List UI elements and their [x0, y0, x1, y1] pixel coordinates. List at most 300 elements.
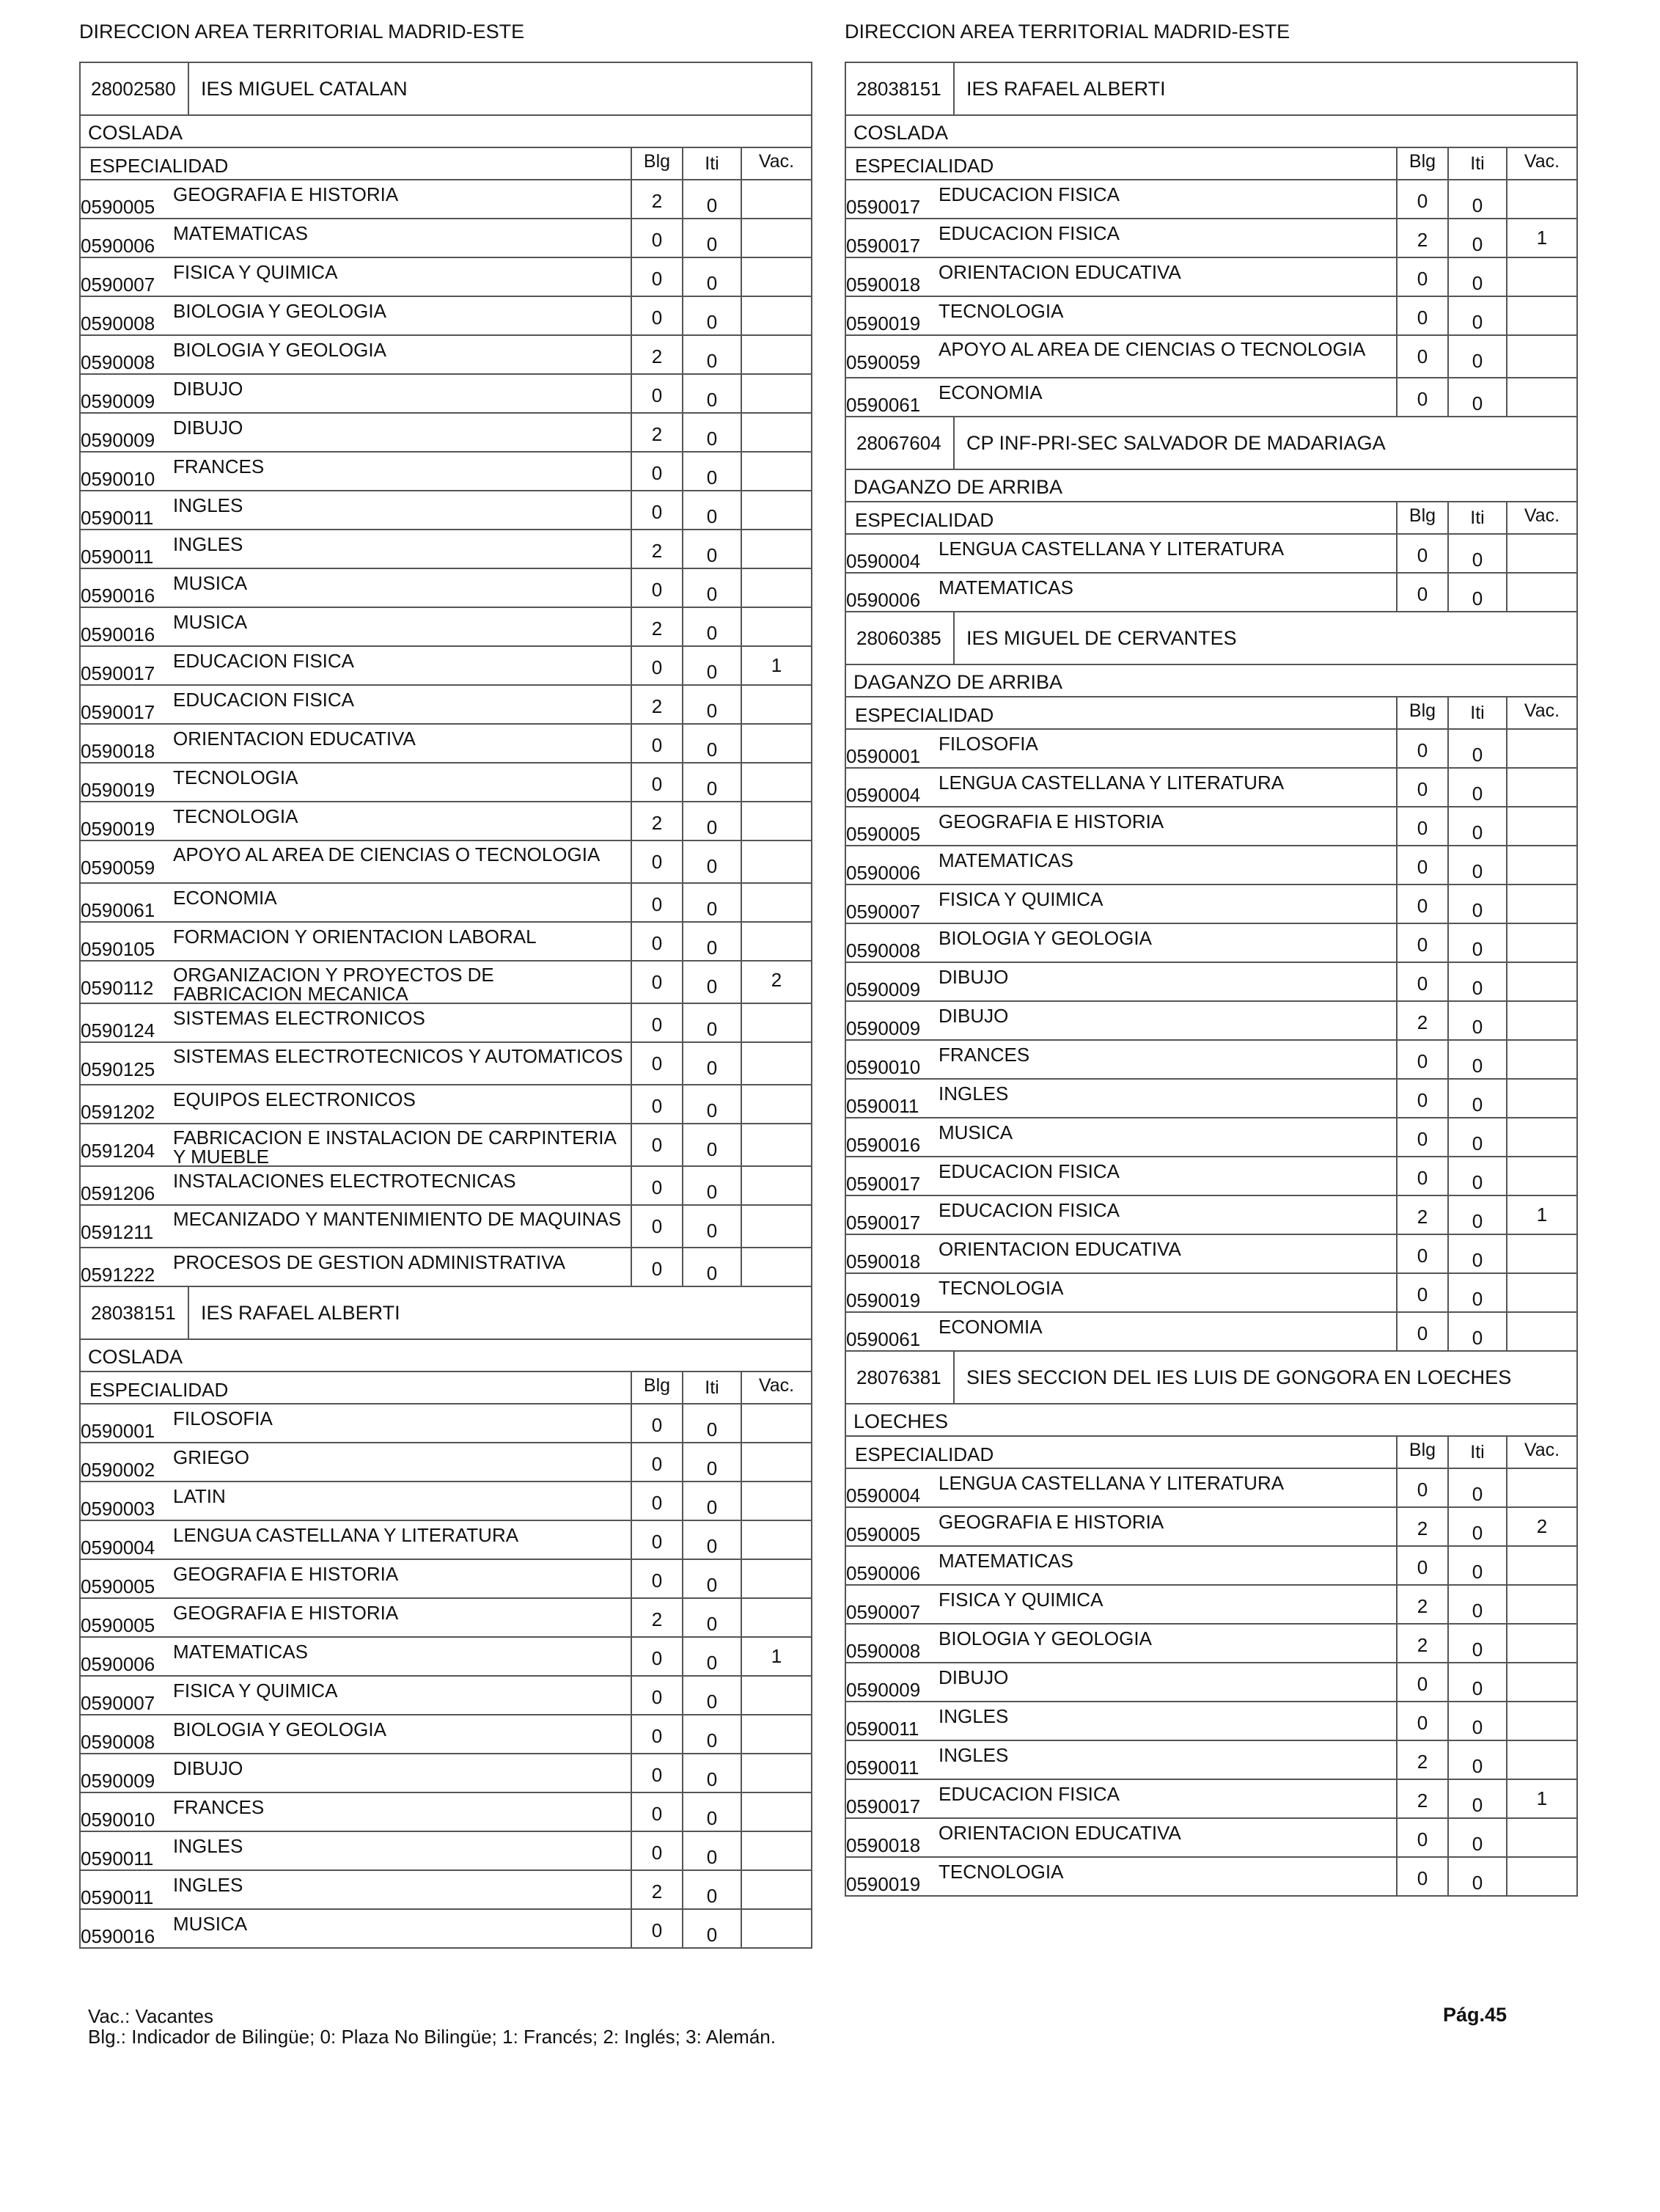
- table-row: [846, 297, 1576, 336]
- specialty-name: DIBUJO: [173, 378, 243, 400]
- specialty-name: INGLES: [939, 1744, 1009, 1766]
- specialty-code: 0590005: [81, 1614, 155, 1636]
- table-row: [846, 219, 1576, 258]
- iti-cell: 0: [682, 923, 741, 960]
- town-name: COSLADA: [88, 122, 183, 144]
- specialty-name: INGLES: [173, 533, 243, 555]
- iti-cell: 0: [682, 1715, 741, 1753]
- blg-cell: 0: [631, 884, 682, 921]
- specialty-code: 0590008: [81, 1731, 155, 1753]
- iti-cell: 0: [1447, 924, 1506, 962]
- blg-cell: 0: [1396, 807, 1447, 845]
- vac-cell: [1506, 1313, 1576, 1350]
- table-row: [81, 569, 811, 608]
- vac-cell: [741, 1560, 811, 1597]
- specialty-code: 0590009: [81, 429, 155, 451]
- table-row: [846, 769, 1576, 807]
- specialty-name: EDUCACION FISICA: [173, 650, 355, 672]
- table-row: [81, 1677, 811, 1715]
- iti-cell: 0: [1447, 1586, 1506, 1623]
- vac-cell: [741, 453, 811, 490]
- specialty-code: 0590005: [81, 1575, 155, 1597]
- specialty-code: 0590018: [846, 1250, 921, 1272]
- specialty-code: 0590061: [846, 394, 921, 416]
- school-header-row: [81, 63, 811, 116]
- table-row: [81, 923, 811, 962]
- vac-cell: [741, 375, 811, 412]
- especialidad-header: ESPECIALIDAD: [89, 1379, 229, 1401]
- specialty-name: DIBUJO: [939, 1666, 1009, 1688]
- specialty-code: 0590009: [81, 390, 155, 412]
- table-row: [81, 1871, 811, 1910]
- specialty-name: BIOLOGIA Y GEOLOGIA: [939, 927, 1152, 949]
- vac-cell: [741, 608, 811, 645]
- column-title: DIRECCION AREA TERRITORIAL MADRID-ESTE: [845, 21, 1290, 43]
- blg-cell: 0: [631, 647, 682, 684]
- table-row: [846, 336, 1576, 378]
- specialty-code: 0590004: [846, 1484, 921, 1506]
- town-row: [81, 116, 811, 148]
- iti-cell: 0: [1447, 258, 1506, 296]
- vac-cell: [741, 1910, 811, 1947]
- specialty-code: 0590016: [81, 623, 155, 645]
- iti-cell: 0: [682, 763, 741, 801]
- specialty-name: GRIEGO: [173, 1446, 250, 1468]
- iti-cell: 0: [682, 962, 741, 1003]
- table-row: [81, 258, 811, 297]
- specialty-code: 0590001: [81, 1420, 155, 1442]
- vac-cell: [741, 297, 811, 334]
- specialty-code: 0590007: [81, 1692, 155, 1714]
- blg-cell: 0: [1396, 885, 1447, 923]
- table-row: [81, 647, 811, 686]
- blg-cell: 0: [631, 1004, 682, 1041]
- column-header-row: [846, 697, 1576, 730]
- iti-cell: 0: [682, 1754, 741, 1792]
- vac-cell: [741, 1677, 811, 1714]
- blg-cell: 0: [1396, 574, 1447, 611]
- blg-cell: 0: [1396, 1235, 1447, 1272]
- blg-cell: 0: [1396, 846, 1447, 884]
- vac-cell: [741, 1167, 811, 1204]
- vac-cell: [741, 763, 811, 801]
- iti-cell: 0: [682, 647, 741, 684]
- school-name: CP INF-PRI-SEC SALVADOR DE MADARIAGA: [966, 431, 1386, 454]
- iti-header: Iti: [1447, 1437, 1506, 1468]
- town-name: DAGANZO DE ARRIBA: [853, 476, 1063, 498]
- table-row: [81, 802, 811, 841]
- vac-cell: [1506, 297, 1576, 334]
- iti-cell: 0: [1447, 180, 1506, 218]
- specialty-name: TECNOLOGIA: [939, 1277, 1064, 1299]
- vac-cell: 1: [741, 1638, 811, 1675]
- specialty-code: 0590009: [81, 1770, 155, 1792]
- iti-cell: 0: [682, 1248, 741, 1286]
- specialty-code: 0590011: [81, 1847, 154, 1869]
- school-header-row: [846, 612, 1576, 665]
- blg-cell: 0: [631, 297, 682, 334]
- iti-cell: 0: [682, 336, 741, 373]
- blg-cell: 0: [1396, 769, 1447, 806]
- blg-cell: 0: [631, 1085, 682, 1123]
- table-row: [81, 1560, 811, 1599]
- specialty-code: 0590105: [81, 938, 155, 960]
- specialty-name: INGLES: [173, 1835, 243, 1857]
- table-row: [846, 1858, 1576, 1897]
- vac-cell: [741, 1793, 811, 1831]
- specialty-name: INGLES: [173, 494, 243, 516]
- vac-cell: [1506, 378, 1576, 416]
- table-row: [846, 807, 1576, 846]
- table-row: [846, 535, 1576, 574]
- table-row: [846, 1118, 1576, 1157]
- blg-cell: 2: [1396, 1196, 1447, 1234]
- specialty-name: FORMACION Y ORIENTACION LABORAL: [173, 926, 537, 948]
- table-row: [81, 1793, 811, 1832]
- specialty-name: TECNOLOGIA: [173, 805, 298, 827]
- specialty-code: 0590059: [846, 351, 921, 373]
- school-header-row: [846, 417, 1576, 470]
- vac-cell: [741, 1871, 811, 1908]
- blg-cell: 0: [1396, 1118, 1447, 1156]
- vac-header: Vac.: [1506, 1437, 1576, 1468]
- specialty-name: ECONOMIA: [939, 1316, 1043, 1338]
- vac-cell: 1: [1506, 219, 1576, 257]
- blg-cell: 0: [631, 962, 682, 1003]
- specialty-name: GEOGRAFIA E HISTORIA: [173, 1602, 399, 1624]
- specialty-code: 0590011: [846, 1718, 919, 1740]
- column-header-row: [81, 148, 811, 180]
- blg-cell: 0: [1396, 1547, 1447, 1584]
- iti-cell: 0: [1447, 1625, 1506, 1662]
- specialty-name: LENGUA CASTELLANA Y LITERATURA: [173, 1524, 519, 1546]
- column-header-row: [846, 148, 1576, 180]
- iti-cell: 0: [1447, 219, 1506, 257]
- vac-header: Vac.: [1506, 697, 1576, 728]
- table-row: [846, 1663, 1576, 1702]
- specialty-code: 0590009: [846, 1017, 921, 1039]
- specialty-name: INGLES: [939, 1705, 1009, 1727]
- town-name: LOECHES: [853, 1410, 949, 1432]
- vac-cell: [1506, 574, 1576, 611]
- iti-cell: 0: [682, 1443, 741, 1481]
- blg-cell: 0: [1396, 1157, 1447, 1195]
- town-row: [846, 470, 1576, 502]
- table-row: [81, 375, 811, 414]
- vac-cell: [1506, 885, 1576, 923]
- vac-cell: [1506, 1819, 1576, 1856]
- vac-cell: 1: [1506, 1196, 1576, 1234]
- vac-cell: [741, 1832, 811, 1869]
- vac-cell: [741, 1715, 811, 1753]
- blg-cell: 0: [1396, 730, 1447, 767]
- vac-cell: [741, 1482, 811, 1520]
- blg-cell: 0: [631, 219, 682, 257]
- vac-cell: [741, 725, 811, 762]
- specialty-code: 0590019: [846, 1873, 921, 1895]
- iti-cell: 0: [682, 1910, 741, 1947]
- specialty-code: 0590019: [81, 818, 155, 840]
- specialty-code: 0590006: [846, 589, 921, 611]
- especialidad-header: ESPECIALIDAD: [855, 704, 994, 726]
- iti-cell: 0: [682, 884, 741, 921]
- blg-cell: 0: [631, 258, 682, 296]
- vac-cell: [741, 1754, 811, 1792]
- specialty-name: LATIN: [173, 1485, 226, 1507]
- specialty-name: FRANCES: [939, 1044, 1030, 1066]
- specialty-name: FABRICACION E INSTALACION DE CARPINTERIA Y MUEBLE: [173, 1127, 616, 1168]
- school-header-row: [846, 1352, 1576, 1405]
- blg-cell: 0: [631, 491, 682, 529]
- specialty-code: 0590059: [81, 857, 155, 879]
- vac-header: Vac.: [741, 1372, 811, 1403]
- blg-cell: 0: [631, 1043, 682, 1084]
- table-row: [81, 1482, 811, 1521]
- specialty-name: ORIENTACION EDUCATIVA: [173, 728, 416, 750]
- specialty-name: FISICA Y QUIMICA: [939, 1589, 1103, 1611]
- iti-cell: 0: [682, 1167, 741, 1204]
- specialty-name: FILOSOFIA: [939, 733, 1038, 755]
- blg-cell: 0: [631, 1167, 682, 1204]
- specialty-code: 0590008: [846, 1640, 921, 1662]
- iti-cell: 0: [682, 414, 741, 451]
- vac-cell: [741, 219, 811, 257]
- blg-cell: 2: [1396, 1586, 1447, 1623]
- table-row: [81, 962, 811, 1004]
- specialty-name: EDUCACION FISICA: [939, 222, 1120, 244]
- specialty-code: 0590125: [81, 1058, 155, 1080]
- blg-cell: 0: [1396, 1819, 1447, 1856]
- specialty-name: DIBUJO: [939, 966, 1009, 988]
- blg-cell: 0: [631, 453, 682, 490]
- specialty-name: LENGUA CASTELLANA Y LITERATURA: [939, 772, 1285, 794]
- iti-cell: 0: [1447, 769, 1506, 806]
- specialty-code: 0590005: [81, 196, 155, 218]
- vac-cell: [741, 1206, 811, 1247]
- table-row: [81, 1521, 811, 1560]
- specialty-code: 0590010: [81, 468, 155, 490]
- table-row: [81, 1910, 811, 1949]
- table-row: [81, 453, 811, 491]
- blg-cell: 0: [1396, 1858, 1447, 1895]
- blg-header: Blg: [631, 1372, 682, 1403]
- specialty-name: LENGUA CASTELLANA Y LITERATURA: [939, 538, 1285, 560]
- blg-cell: 2: [1396, 1780, 1447, 1817]
- blg-cell: 0: [631, 1793, 682, 1831]
- blg-cell: 0: [1396, 1313, 1447, 1350]
- vac-cell: 2: [1506, 1508, 1576, 1545]
- iti-cell: 0: [1447, 1469, 1506, 1506]
- vac-cell: [741, 1043, 811, 1084]
- vac-cell: [1506, 1663, 1576, 1701]
- table-row: [846, 1235, 1576, 1274]
- blg-cell: 0: [1396, 378, 1447, 416]
- town-name: COSLADA: [88, 1346, 183, 1368]
- vac-cell: [741, 1085, 811, 1123]
- iti-cell: 0: [682, 1043, 741, 1084]
- blg-cell: 2: [1396, 1741, 1447, 1779]
- table-row: [846, 1041, 1576, 1080]
- blg-cell: 0: [1396, 963, 1447, 1000]
- column-header-row: [81, 1372, 811, 1405]
- blg-cell: 2: [1396, 219, 1447, 257]
- iti-cell: 0: [1447, 1196, 1506, 1234]
- vac-cell: [1506, 1586, 1576, 1623]
- specialty-name: APOYO AL AREA DE CIENCIAS O TECNOLOGIA: [939, 338, 1366, 360]
- specialty-code: 0590011: [81, 507, 154, 529]
- blg-cell: 0: [1396, 1702, 1447, 1740]
- blg-cell: 2: [631, 1599, 682, 1636]
- iti-header: Iti: [682, 148, 741, 179]
- table-row: [846, 924, 1576, 963]
- blg-cell: 2: [631, 336, 682, 373]
- specialty-code: 0590010: [81, 1809, 155, 1831]
- specialty-code: 0590017: [81, 662, 155, 684]
- school-header-row: [81, 1287, 811, 1340]
- specialty-name: ORIENTACION EDUCATIVA: [939, 1822, 1181, 1844]
- iti-cell: 0: [682, 491, 741, 529]
- blg-header: Blg: [1396, 1437, 1447, 1468]
- vac-cell: [1506, 258, 1576, 296]
- vac-cell: [741, 923, 811, 960]
- vac-cell: [741, 530, 811, 568]
- vac-cell: [741, 414, 811, 451]
- table-row: [846, 846, 1576, 885]
- town-name: COSLADA: [853, 122, 949, 144]
- vac-cell: [1506, 1041, 1576, 1078]
- iti-cell: 0: [682, 1638, 741, 1675]
- vac-cell: [741, 1443, 811, 1481]
- iti-cell: 0: [1447, 1780, 1506, 1817]
- specialty-name: FRANCES: [173, 455, 265, 477]
- specialty-name: INGLES: [173, 1874, 243, 1896]
- specialty-name: EDUCACION FISICA: [939, 1199, 1120, 1221]
- specialty-name: ECONOMIA: [939, 381, 1043, 403]
- specialty-name: BIOLOGIA Y GEOLOGIA: [939, 1627, 1152, 1649]
- specialty-code: 0590006: [81, 1653, 155, 1675]
- table-row: [846, 378, 1576, 417]
- vac-cell: [741, 569, 811, 607]
- specialty-name: GEOGRAFIA E HISTORIA: [173, 1563, 399, 1585]
- specialty-code: 0590003: [81, 1498, 155, 1520]
- iti-cell: 0: [1447, 1235, 1506, 1272]
- iti-cell: 0: [682, 608, 741, 645]
- table-row: [81, 414, 811, 453]
- page-number: Pág.45: [1443, 2004, 1507, 2026]
- blg-cell: 0: [1396, 1663, 1447, 1701]
- iti-cell: 0: [682, 1793, 741, 1831]
- specialty-name: FISICA Y QUIMICA: [939, 888, 1103, 910]
- footer-blg-legend: Blg.: Indicador de Bilingüe; 0: Plaza No Bilingüe; 1: Francés; 2: Inglés; 3: Alemán.: [88, 2026, 776, 2048]
- iti-cell: 0: [682, 1599, 741, 1636]
- table-row: [846, 1157, 1576, 1196]
- specialty-name: MUSICA: [173, 572, 248, 594]
- iti-header: Iti: [1447, 148, 1506, 179]
- specialty-name: GEOGRAFIA E HISTORIA: [173, 183, 399, 205]
- town-name: DAGANZO DE ARRIBA: [853, 671, 1063, 693]
- specialty-code: 0590009: [846, 978, 921, 1000]
- iti-cell: 0: [1447, 535, 1506, 572]
- specialty-code: 0591202: [81, 1101, 155, 1123]
- blg-cell: 0: [631, 1521, 682, 1559]
- iti-header: Iti: [1447, 502, 1506, 533]
- iti-cell: 0: [682, 530, 741, 568]
- iti-cell: 0: [1447, 730, 1506, 767]
- vac-cell: [741, 1004, 811, 1041]
- school-code: 28002580: [81, 63, 189, 114]
- specialty-code: 0590112: [81, 977, 154, 999]
- table-row: [81, 297, 811, 336]
- table-row: [81, 491, 811, 530]
- specialty-name: TECNOLOGIA: [939, 300, 1064, 322]
- table-row: [81, 1443, 811, 1482]
- specialty-name: BIOLOGIA Y GEOLOGIA: [173, 1718, 386, 1740]
- specialty-code: 0590004: [846, 550, 921, 572]
- iti-cell: 0: [682, 180, 741, 218]
- specialty-name: APOYO AL AREA DE CIENCIAS O TECNOLOGIA: [173, 843, 601, 865]
- vac-header: Vac.: [1506, 502, 1576, 533]
- table-row: [846, 258, 1576, 297]
- specialty-code: 0590006: [846, 862, 921, 884]
- table-row: [81, 1167, 811, 1206]
- table-row: [846, 963, 1576, 1002]
- specialty-code: 0590011: [846, 1095, 919, 1117]
- vac-cell: 2: [741, 962, 811, 1003]
- table-row: [81, 1004, 811, 1043]
- vac-cell: [1506, 1274, 1576, 1311]
- school-name: SIES SECCION DEL IES LUIS DE GONGORA EN LOECHES: [966, 1366, 1512, 1388]
- blg-cell: 2: [631, 608, 682, 645]
- specialty-code: 0590007: [81, 274, 155, 296]
- table-row: [81, 530, 811, 569]
- iti-cell: 0: [1447, 1663, 1506, 1701]
- especialidad-header: ESPECIALIDAD: [855, 155, 994, 177]
- vac-cell: [1506, 846, 1576, 884]
- table-row: [846, 1196, 1576, 1235]
- table-row: [81, 1599, 811, 1638]
- vac-cell: [1506, 769, 1576, 806]
- iti-cell: 0: [1447, 885, 1506, 923]
- specialty-name: FRANCES: [173, 1796, 265, 1818]
- table-row: [81, 1832, 811, 1871]
- specialty-code: 0590018: [81, 740, 155, 762]
- iti-cell: 0: [1447, 1547, 1506, 1584]
- blg-cell: 2: [1396, 1625, 1447, 1662]
- specialty-name: TECNOLOGIA: [173, 766, 298, 788]
- vac-cell: [1506, 807, 1576, 845]
- iti-cell: 0: [682, 1521, 741, 1559]
- table-row: [81, 608, 811, 647]
- table-row: [846, 1819, 1576, 1858]
- specialty-code: 0590018: [846, 274, 921, 296]
- specialty-code: 0590019: [846, 1289, 921, 1311]
- specialty-name: BIOLOGIA Y GEOLOGIA: [173, 300, 386, 322]
- vac-cell: [741, 336, 811, 373]
- vac-cell: [741, 1248, 811, 1286]
- vac-cell: [1506, 1702, 1576, 1740]
- school-code: 28038151: [846, 63, 955, 114]
- iti-cell: 0: [682, 686, 741, 723]
- blg-cell: 2: [631, 414, 682, 451]
- specialty-code: 0590061: [846, 1328, 921, 1350]
- blg-cell: 0: [631, 1405, 682, 1442]
- school-code: 28067604: [846, 417, 955, 469]
- iti-cell: 0: [1447, 1508, 1506, 1545]
- specialty-code: 0590011: [81, 546, 154, 568]
- specialty-name: FISICA Y QUIMICA: [173, 1680, 338, 1702]
- specialty-name: MATEMATICAS: [173, 222, 308, 244]
- specialty-code: 0590008: [81, 351, 155, 373]
